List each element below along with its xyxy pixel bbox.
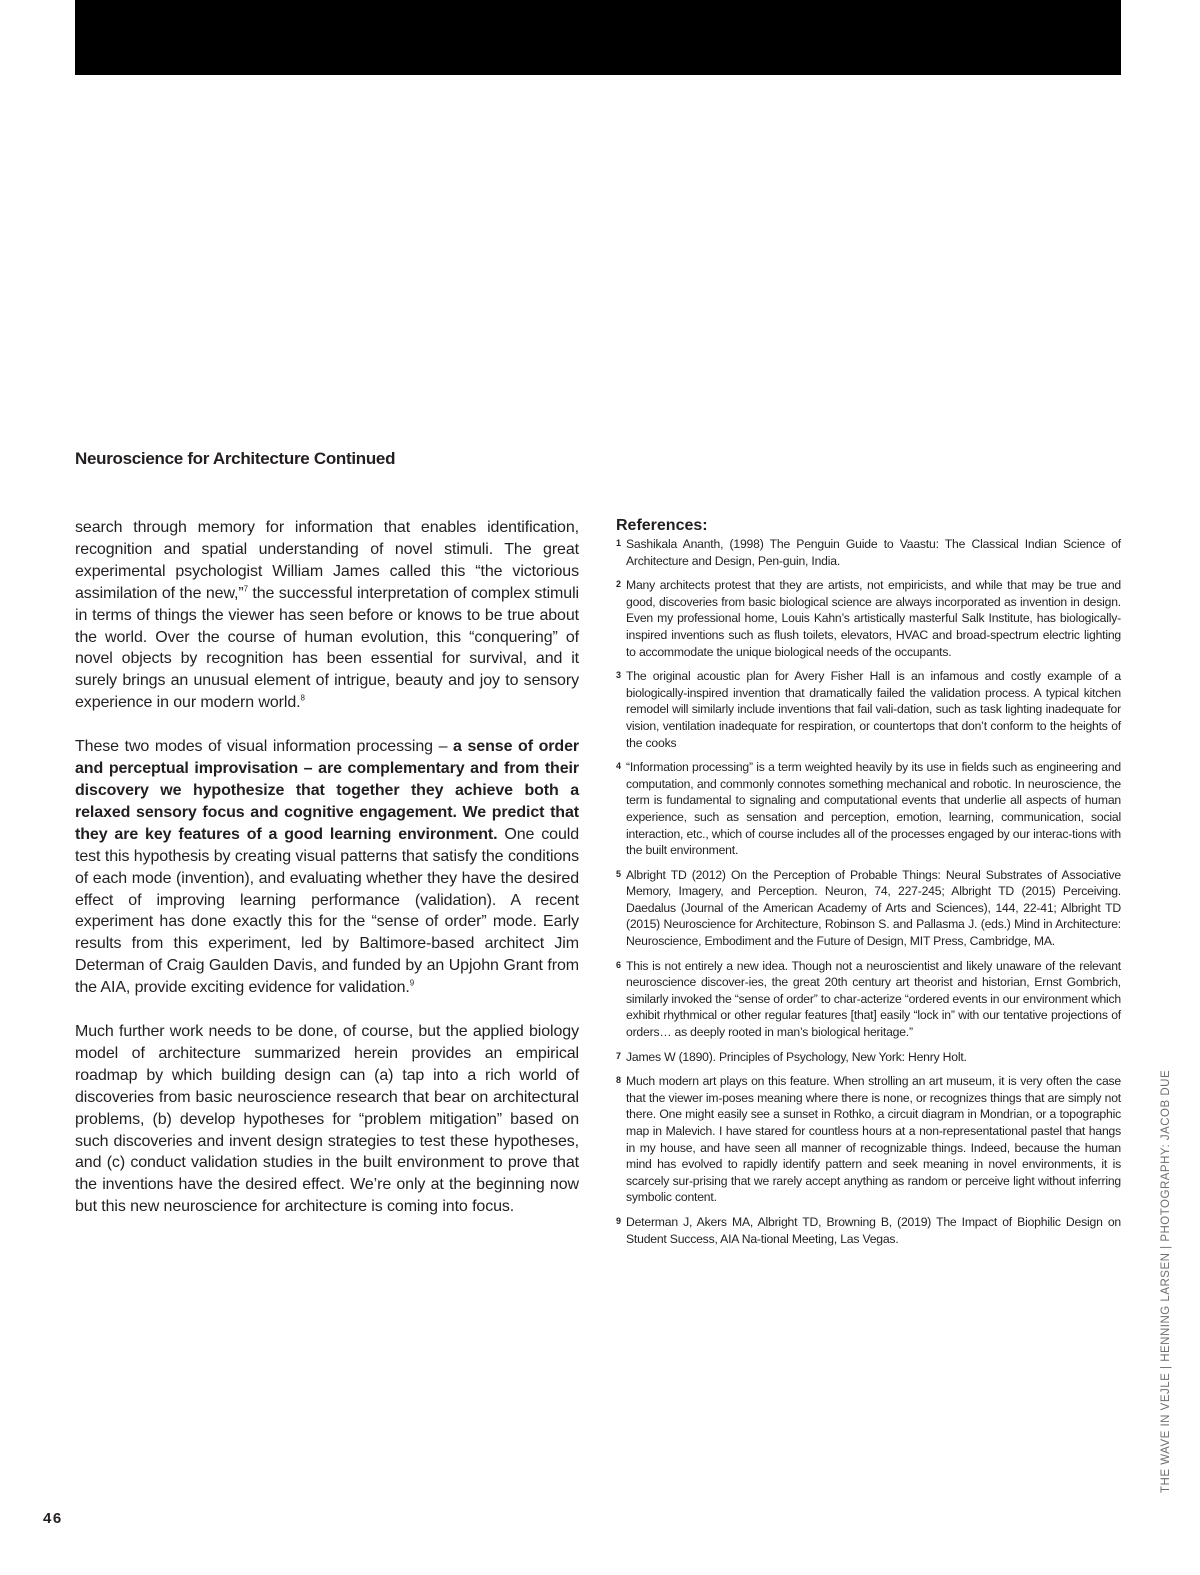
reference-number: 9 [616, 1215, 621, 1226]
reference-item-1 [616, 536, 1121, 569]
photo-credit-caption: THE WAVE IN VEJLE | HENNING LARSEN | PHOTOGRAPHY: JACOB DUE [1160, 1069, 1172, 1493]
section-heading: Neuroscience for Architecture Continued [75, 449, 396, 468]
reference-number: 5 [616, 868, 621, 879]
reference-text: This is not entirely a new idea. Though not a neuroscientist and likely unaware of the relevant neuroscience discover-ies, the great 20th century art theorist and historian, Ernst Gombrich, similarly invoked the “sense of order” to char-acterize “ordered events in our environment which exhibit rhythmical or other regular features [that] easily “lock in” with our tentative projections of orders… as deeply rooted in man’s biological heritage.” [626, 958, 1121, 1040]
body-text: the successful interpretation of complex stimuli in terms of things the viewer has seen before or knows to be true about the world. Over the course of human evolution, this “conquering” of novel objects by recognition has been essential for survival, and it surely brings an unusual element of intrigue, beauty and joy to sensory experience in our modern world. [75, 584, 579, 712]
reference-item-8 [616, 1073, 1121, 1206]
reference-number: 8 [616, 1075, 621, 1086]
footnote-ref-7[interactable]: 7 [243, 584, 248, 594]
reference-number: 2 [616, 579, 621, 590]
body-paragraph-1 [75, 517, 579, 714]
reference-text: James W (1890). Principles of Psychology, New York: Henry Holt. [626, 1049, 967, 1064]
reference-item-3 [616, 668, 1121, 751]
reference-list [616, 536, 1121, 1247]
reference-text: Sashikala Ananth, (1998) The Penguin Guide to Vaastu: The Classical Indian Science of Architecture and Design, Pen-guin, India. [626, 537, 1121, 568]
body-text: One could test this hypothesis by creating visual patterns that satisfy the conditions of each mode (invention), and evaluating whether they have the desired effect of improving learning performance (validation). A recent experiment has done exactly this for the “sense of order” mode. Early results from this experiment, led by Baltimore-based architect Jim Determan of Craig Gaulden Davis, and funded by an Upjohn Grant from the AIA, provide exciting evidence for validation. [75, 825, 580, 997]
body-text: Much further work needs to be done, of course, but the applied biology model of architecture summarized herein provides an empirical roadmap by which building design can (a) tap into a rich world of discoveries from basic neuroscience research that bear on architectural problems, (b) develop hypotheses for “problem mitigation” based on such discoveries and invent design strategies to test these hypotheses, and (c) conduct validation studies in the built environment to prove that the inventions have the desired effect. We’re only at the beginning now but this new neuroscience for architecture is coming into focus. [75, 1023, 579, 1216]
reference-number: 6 [616, 959, 621, 970]
page-number: 46 [43, 1510, 63, 1527]
reference-text: Many architects protest that they are artists, not empiricists, and while that may be true and good, discoveries from basic biological science are always incorporated as invention in design. Even my professional home, Louis Kahn’s artistically masterful Salk Institute, has biologically-inspired inventions such as flush toilets, elevators, HVAC and broad-spectrum electric lighting to accommodate the unique biological needs of the occupants. [626, 578, 1121, 659]
references-title: References: [616, 517, 708, 534]
reference-item-6 [616, 958, 1121, 1041]
reference-text: The original acoustic plan for Avery Fisher Hall is an infamous and costly example of a biologically-inspired invention that dramatically failed the validation process. A typical kitchen remodel will similarly include inventions that fail vali-dation, such as task lighting inadequate for vision, ventilation inadequate for respiration, or countertops that don’t conform to the heights of the cooks [626, 669, 1121, 750]
body-paragraph-3 [75, 1021, 579, 1218]
footnote-ref-8[interactable]: 8 [300, 693, 305, 703]
reference-item-5 [616, 867, 1121, 950]
reference-item-7 [616, 1049, 1121, 1066]
reference-number: 3 [616, 670, 621, 681]
reference-number: 1 [616, 538, 621, 548]
body-emphasis: a sense of order and perceptual improvisation – are complementary and from their discovery we hypothesize that together they achieve both a relaxed sensory focus and cognitive engagement. We predict that they are key features of a good learning environment. [75, 738, 579, 843]
reference-text: “Information processing” is a term weighted heavily by its use in fields such as engineering and computation, and commonly connotes something mechanical and robotic. In neuroscience, the term is fundamental to signaling and computational events that underlie all aspects of human experience, such as sensation and perception, emotion, learning, communication, social interaction, etc., which of course includes all of the processes engaged by our interac-tions with the built environment. [626, 760, 1121, 858]
reference-number: 4 [616, 761, 621, 772]
reference-item-9 [616, 1214, 1121, 1247]
reference-text: Albright TD (2012) On the Perception of Probable Things: Neural Substrates of Associative Memory, Imagery, and Perception. Neuron, 74, 227-245; Albright TD (2015) Perceiving. Daedalus (Journal of the American Academy of Arts and Sciences), 144, 22-41; Albright TD (2015) Neuroscience for Architecture, Robinson S. and Pallasma J. (eds.) Mind in Architecture: Neuroscience, Embodiment and the Future of Design, MIT Press, Cambridge, MA. [626, 867, 1121, 949]
references-column [616, 517, 1121, 1255]
reference-number: 7 [616, 1050, 621, 1061]
reference-item-2 [616, 577, 1121, 660]
reference-item-4 [616, 759, 1121, 859]
reference-text: Determan J, Akers MA, Albright TD, Browning B, (2019) The Impact of Biophilic Design on Student Success, AIA Na-tional Meeting, Las Vegas. [626, 1214, 1121, 1246]
body-paragraph-2 [75, 736, 579, 999]
reference-text: Much modern art plays on this feature. When strolling an art museum, it is very often the case that the viewer im-poses meaning where there is none, or recognizes things that are simply not there. One might easily see a sunset in Rothko, a circuit diagram in Mondrian, or a topographic map in Malevich. I have stared for countless hours at a non-representational pastel that hangs in my house, and have seen all manner of recognizable things. Indeed, because the human mind has evolved to rapidly identify pattern and seek meaning in novel environments, it is scarcely sur-prising that we rarely accept anything as random or perceive light without inferring symbolic content. [626, 1074, 1121, 1205]
body-text: These two modes of visual information processing – [75, 738, 454, 756]
footnote-ref-9[interactable]: 9 [409, 978, 415, 988]
body-text: search through memory for information that enables identification, recognition and spatial understanding of novel stimuli. The great experimental psychologist William James called this “the victorious assimilation of the new,” [75, 519, 579, 602]
top-photo-bar [75, 0, 1121, 75]
body-column [75, 517, 579, 1240]
